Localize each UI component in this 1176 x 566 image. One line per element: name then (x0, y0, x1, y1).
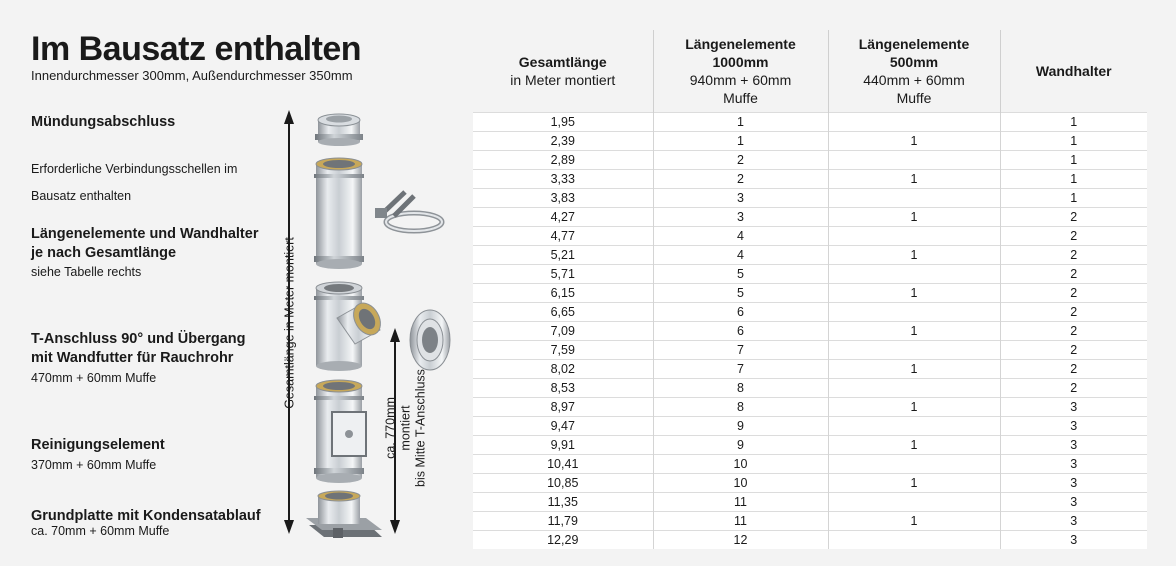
laenge-1000-cell: 8 (653, 398, 828, 417)
laenge-500-cell: 1 (828, 322, 1000, 341)
table-row (473, 360, 1147, 379)
laenge-500-cell (828, 455, 1000, 474)
wandhalter-cell: 3 (1000, 455, 1147, 474)
gesamtlaenge-cell: 12,29 (473, 531, 653, 550)
laenge-500-cell (828, 379, 1000, 398)
laenge-1000-cell: 2 (653, 151, 828, 170)
wandhalter-cell: 3 (1000, 398, 1147, 417)
wall-bracket-part (375, 192, 442, 231)
table-row (473, 284, 1147, 303)
laenge-500-cell (828, 303, 1000, 322)
wandhalter-cell: 2 (1000, 227, 1147, 246)
t-height-label (384, 369, 429, 487)
table-row (473, 265, 1147, 284)
header-laenge-1000-size: 1000mm (712, 54, 769, 70)
gesamtlaenge-cell: 8,97 (473, 398, 653, 417)
laenge-500-cell (828, 189, 1000, 208)
laenge-1000-cell: 6 (653, 303, 828, 322)
laenge-500-cell: 1 (828, 246, 1000, 265)
laenge-1000-cell: 3 (653, 189, 828, 208)
gesamtlaenge-cell: 3,83 (473, 189, 653, 208)
laenge-1000-cell: 9 (653, 436, 828, 455)
t-height-line-3: bis Mitte T-Anschluss (413, 369, 428, 487)
laenge-1000-cell: 8 (653, 379, 828, 398)
table-row (473, 455, 1147, 474)
wandhalter-cell: 3 (1000, 493, 1147, 512)
gesamtlaenge-cell: 10,41 (473, 455, 653, 474)
table-body (473, 113, 1147, 550)
wandhalter-cell: 3 (1000, 436, 1147, 455)
gesamtlaenge-cell: 8,53 (473, 379, 653, 398)
gesamtlaenge-cell: 4,27 (473, 208, 653, 227)
header-wandhalter (1000, 30, 1147, 113)
laenge-500-cell: 1 (828, 474, 1000, 493)
wandhalter-cell: 3 (1000, 417, 1147, 436)
gesamtlaenge-cell: 2,89 (473, 151, 653, 170)
header-laenge-500-title: Längenelemente (858, 36, 970, 52)
header-laenge-1000-title: Längenelemente (685, 36, 796, 52)
gesamtlaenge-cell: 9,91 (473, 436, 653, 455)
cap-part (315, 114, 363, 146)
wandhalter-cell: 2 (1000, 379, 1147, 398)
laenge-1000-cell: 5 (653, 265, 828, 284)
gesamtlaenge-cell: 7,09 (473, 322, 653, 341)
laenge-500-cell (828, 531, 1000, 550)
gesamtlaenge-cell: 6,65 (473, 303, 653, 322)
laenge-1000-cell: 12 (653, 531, 828, 550)
laenge-1000-cell: 3 (653, 208, 828, 227)
table-row (473, 113, 1147, 132)
label-t-anschluss-2: mit Wandfutter für Rauchrohr (31, 350, 234, 366)
page-title: Im Bausatz enthalten (31, 30, 362, 68)
table-row (473, 151, 1147, 170)
total-length-label: Gesamtlänge in Meter montiert (282, 237, 297, 409)
laenge-500-cell: 1 (828, 398, 1000, 417)
laenge-1000-cell: 5 (653, 284, 828, 303)
t-height-line-2: montiert (398, 405, 413, 451)
laenge-1000-cell: 10 (653, 455, 828, 474)
table-row (473, 398, 1147, 417)
laenge-1000-cell: 1 (653, 132, 828, 151)
header-gesamtlaenge (473, 30, 653, 113)
wandhalter-cell: 2 (1000, 322, 1147, 341)
sub-t-anschluss: 470mm + 60mm Muffe (31, 371, 157, 385)
laenge-1000-cell: 11 (653, 493, 828, 512)
gesamtlaenge-cell: 5,21 (473, 246, 653, 265)
laenge-1000-cell: 9 (653, 417, 828, 436)
gesamtlaenge-cell: 7,59 (473, 341, 653, 360)
wandhalter-cell: 1 (1000, 132, 1147, 151)
laenge-500-cell: 1 (828, 360, 1000, 379)
table-row (473, 341, 1147, 360)
header-laenge-500 (828, 30, 1000, 113)
wandhalter-cell: 2 (1000, 265, 1147, 284)
wandhalter-cell: 2 (1000, 284, 1147, 303)
laenge-500-cell (828, 417, 1000, 436)
gesamtlaenge-cell: 8,02 (473, 360, 653, 379)
laenge-500-cell (828, 493, 1000, 512)
table-row (473, 132, 1147, 151)
wandhalter-cell: 3 (1000, 512, 1147, 531)
table-row (473, 379, 1147, 398)
table-row (473, 493, 1147, 512)
wandhalter-cell: 1 (1000, 151, 1147, 170)
header-laenge-500-muffe: Muffe (896, 90, 932, 106)
wandhalter-cell: 3 (1000, 531, 1147, 550)
table-row (473, 322, 1147, 341)
table-row (473, 512, 1147, 531)
header-laenge-1000-muffe: Muffe (723, 90, 758, 106)
laenge-500-cell (828, 265, 1000, 284)
label-reinigungselement: Reinigungselement (31, 437, 165, 453)
header-gesamtlaenge-sub: in Meter montiert (510, 72, 616, 88)
wall-sleeve-part (410, 310, 450, 370)
laenge-500-cell (828, 151, 1000, 170)
laenge-1000-cell: 11 (653, 512, 828, 531)
laenge-500-cell: 1 (828, 208, 1000, 227)
gesamtlaenge-cell: 4,77 (473, 227, 653, 246)
table-row (473, 474, 1147, 493)
sub-grundplatte: ca. 70mm + 60mm Muffe (31, 524, 170, 538)
laenge-1000-cell: 10 (653, 474, 828, 493)
table-row (473, 303, 1147, 322)
laenge-500-cell (828, 341, 1000, 360)
gesamtlaenge-cell: 11,35 (473, 493, 653, 512)
gesamtlaenge-cell: 11,79 (473, 512, 653, 531)
kit-contents-panel (0, 0, 472, 566)
page-subtitle: Innendurchmesser 300mm, Außendurchmesser 350mm (31, 68, 353, 83)
laenge-1000-cell: 2 (653, 170, 828, 189)
header-laenge-500-size: 500mm (889, 54, 939, 70)
wandhalter-cell: 2 (1000, 341, 1147, 360)
t-connector-part (314, 282, 386, 371)
laenge-1000-cell: 7 (653, 341, 828, 360)
laenge-1000-cell: 1 (653, 113, 828, 132)
wandhalter-cell: 1 (1000, 170, 1147, 189)
t-height-line-1: ca. 770mm (383, 397, 398, 459)
gesamtlaenge-cell: 3,33 (473, 170, 653, 189)
table-row (473, 436, 1147, 455)
header-laenge-500-detail: 440mm + 60mm (863, 72, 965, 88)
laenge-1000-cell: 6 (653, 322, 828, 341)
laenge-500-cell (828, 227, 1000, 246)
gesamtlaenge-cell: 10,85 (473, 474, 653, 493)
label-t-anschluss-1: T-Anschluss 90° und Übergang (31, 331, 246, 347)
laenge-500-cell: 1 (828, 436, 1000, 455)
gesamtlaenge-cell: 2,39 (473, 132, 653, 151)
sub-reinigungselement: 370mm + 60mm Muffe (31, 458, 157, 472)
cleaning-element-part (314, 380, 366, 483)
wandhalter-cell: 3 (1000, 474, 1147, 493)
laenge-500-cell: 1 (828, 170, 1000, 189)
laenge-500-cell: 1 (828, 284, 1000, 303)
table-row (473, 208, 1147, 227)
wandhalter-cell: 1 (1000, 189, 1147, 208)
laenge-500-cell (828, 113, 1000, 132)
table-row (473, 170, 1147, 189)
wandhalter-cell: 2 (1000, 303, 1147, 322)
gesamtlaenge-cell: 6,15 (473, 284, 653, 303)
wandhalter-cell: 2 (1000, 208, 1147, 227)
gesamtlaenge-cell: 1,95 (473, 113, 653, 132)
header-laenge-1000-detail: 940mm + 60mm (689, 72, 792, 88)
laenge-1000-cell: 7 (653, 360, 828, 379)
table-row (473, 227, 1147, 246)
header-gesamtlaenge-title: Gesamtlänge (518, 54, 607, 70)
length-table (473, 30, 1147, 549)
label-grundplatte: Grundplatte mit Kondensatablauf (31, 508, 261, 524)
table-row (473, 189, 1147, 208)
label-laengenelemente-2: je nach Gesamtlänge (31, 245, 177, 261)
label-laengenelemente-1: Längenelemente und Wandhalter (31, 226, 259, 242)
laenge-1000-cell: 4 (653, 246, 828, 265)
header-wandhalter-title: Wandhalter (1035, 63, 1112, 79)
label-muendungsabschluss: Mündungsabschluss (31, 114, 176, 130)
note-verbindungsschellen: Erforderliche Verbindungsschellen im Bausatz enthalten (31, 162, 238, 203)
header-laenge-1000 (653, 30, 828, 113)
base-plate-part (306, 491, 382, 538)
gesamtlaenge-cell: 9,47 (473, 417, 653, 436)
table-row (473, 246, 1147, 265)
table-row (473, 531, 1147, 550)
laenge-500-cell: 1 (828, 132, 1000, 151)
laenge-500-cell: 1 (828, 512, 1000, 531)
table-row (473, 417, 1147, 436)
length-element-part (314, 158, 364, 269)
table-header-row (473, 30, 1147, 113)
wandhalter-cell: 2 (1000, 360, 1147, 379)
laenge-1000-cell: 4 (653, 227, 828, 246)
sub-laengenelemente: siehe Tabelle rechts (31, 265, 142, 279)
gesamtlaenge-cell: 5,71 (473, 265, 653, 284)
wandhalter-cell: 2 (1000, 246, 1147, 265)
wandhalter-cell: 1 (1000, 113, 1147, 132)
